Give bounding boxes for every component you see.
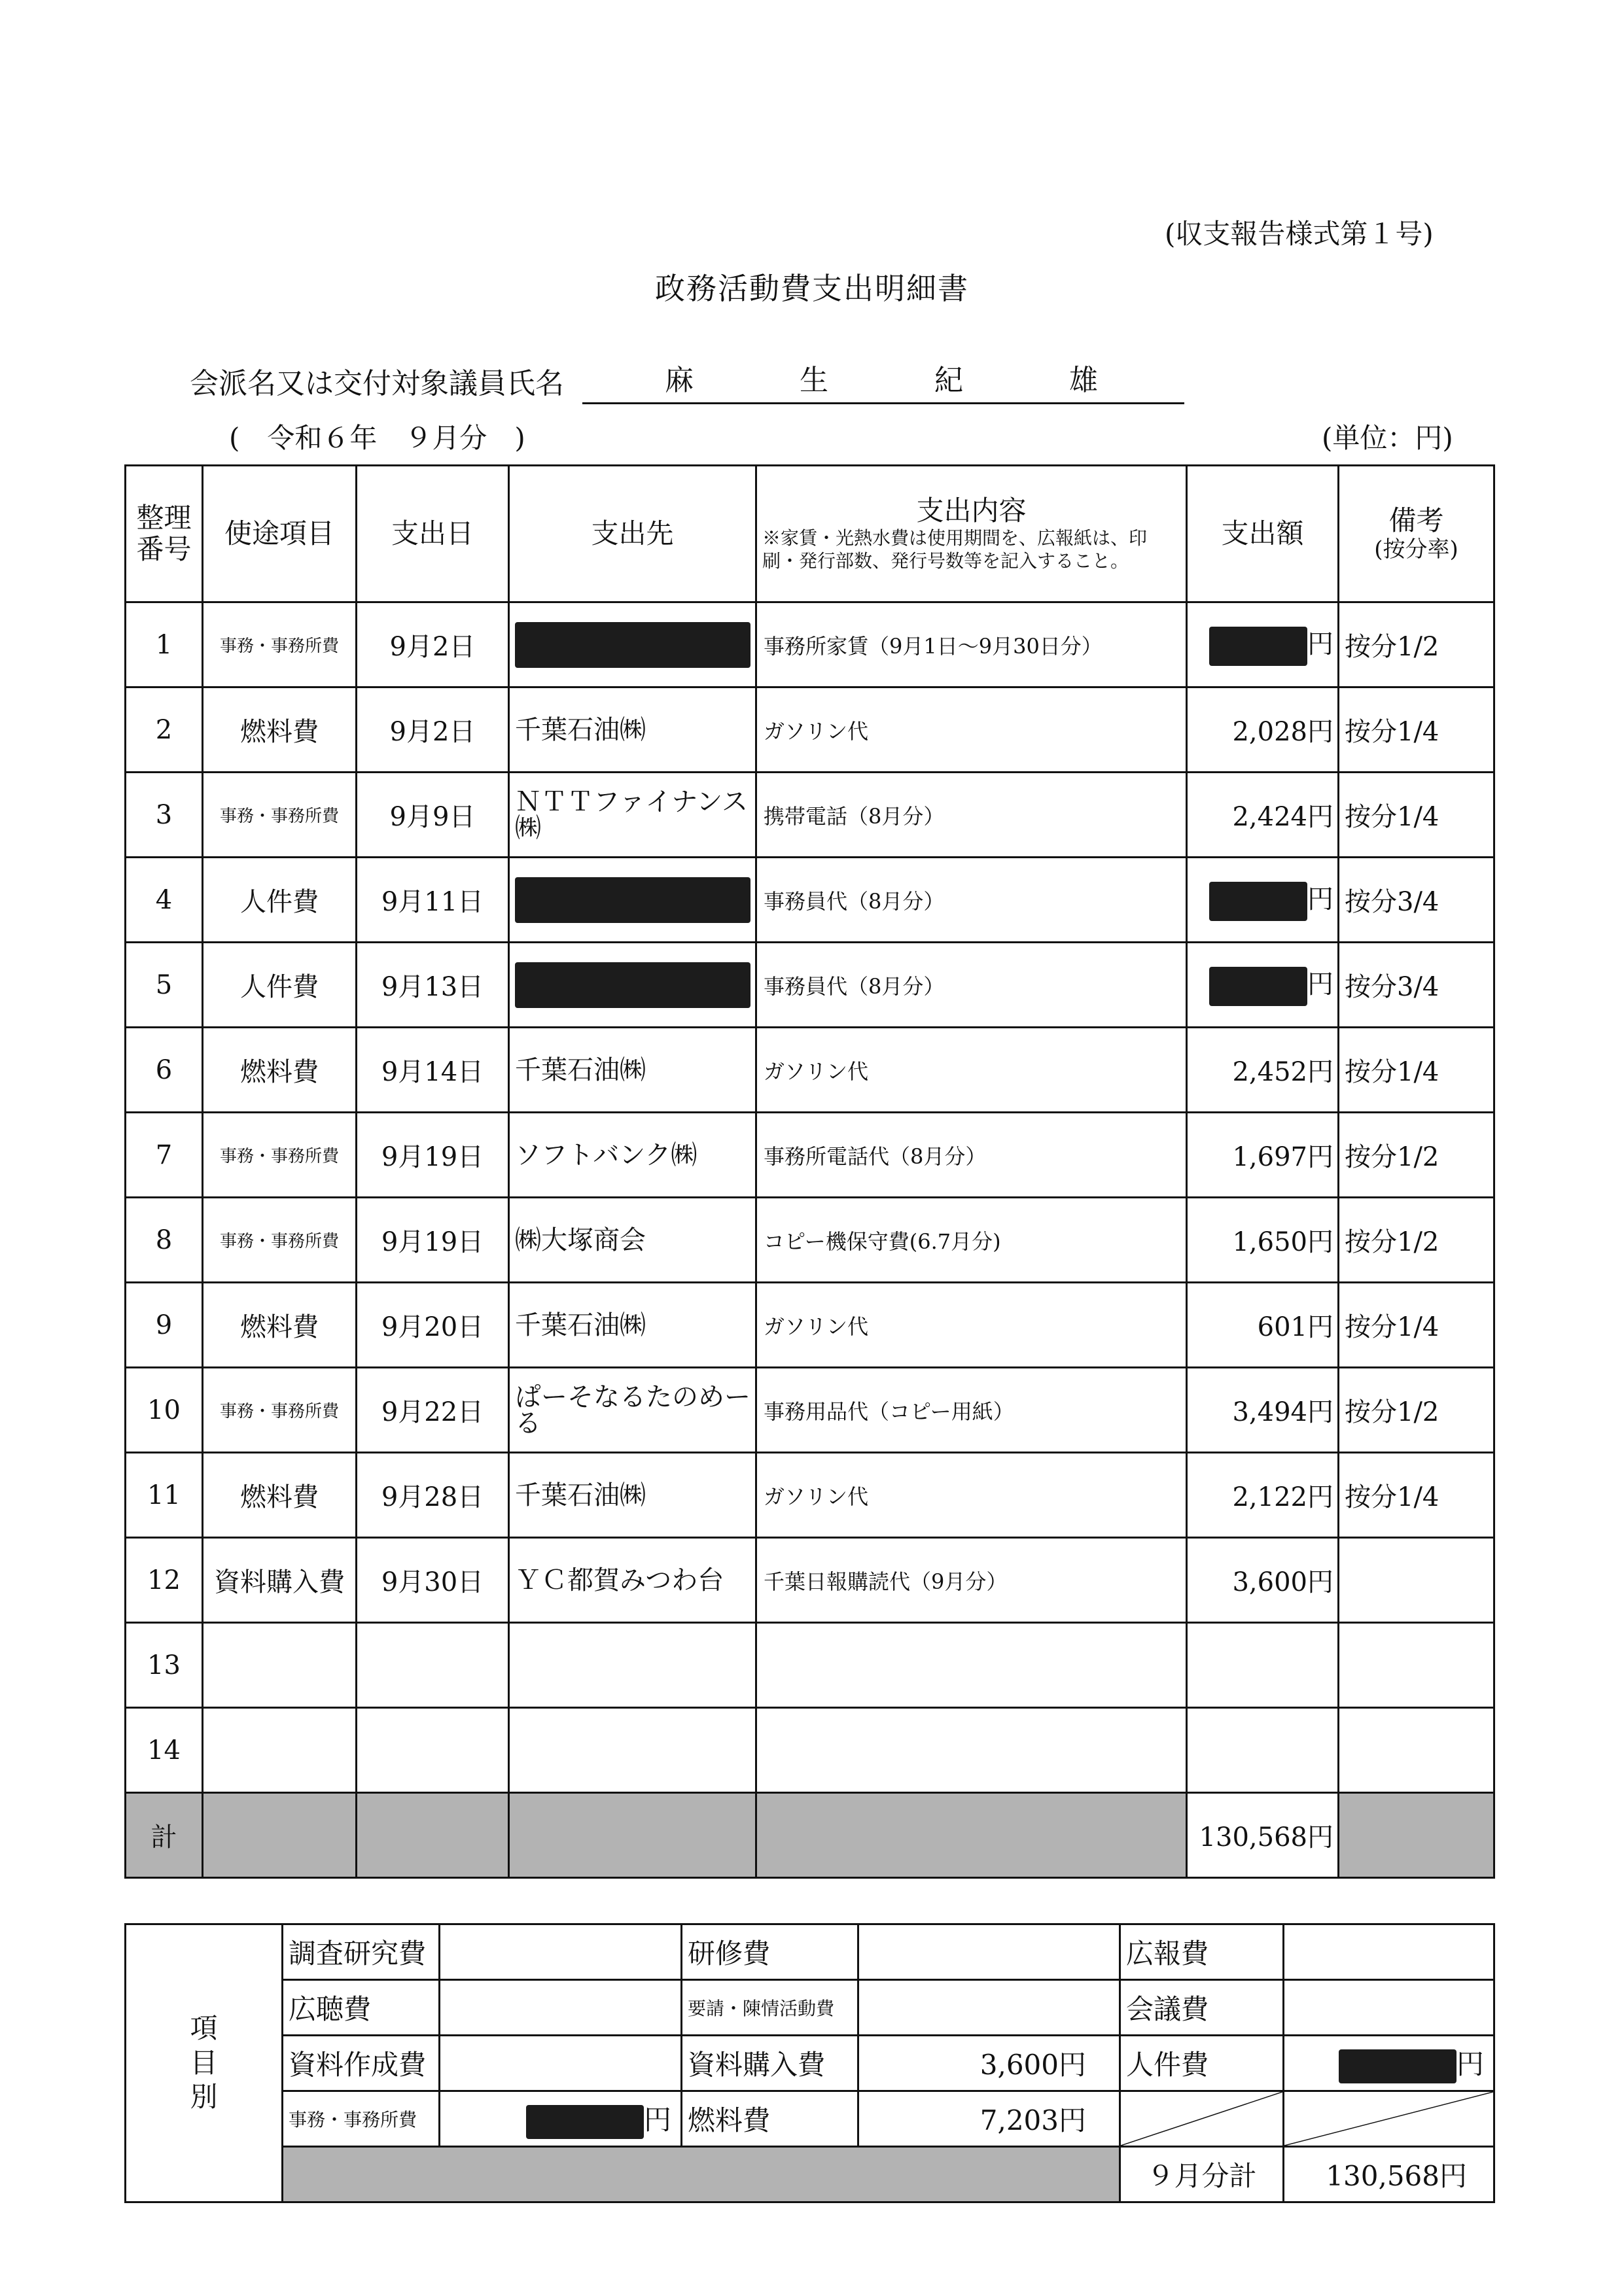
row-date: 9月28日 xyxy=(357,1453,509,1538)
summary-label: 広報費 xyxy=(1120,1924,1284,1980)
form-number: (収支報告様式第１号) xyxy=(1165,218,1434,250)
redaction-block xyxy=(526,2105,644,2139)
row-remarks: 按分1/2 xyxy=(1339,1113,1494,1198)
summary-value xyxy=(858,1924,1120,1980)
table-row xyxy=(126,1623,1494,1708)
header-amount: 支出額 xyxy=(1187,466,1339,602)
table-row xyxy=(126,1198,1494,1283)
redaction-block xyxy=(515,877,750,923)
row-number: 12 xyxy=(126,1538,203,1623)
row-content: ガソリン代 xyxy=(756,1028,1187,1113)
row-category: 燃料費 xyxy=(203,1283,357,1368)
name-char: 紀 xyxy=(934,364,967,397)
table-row xyxy=(126,687,1494,773)
table-row xyxy=(126,602,1494,687)
row-remarks: 按分1/4 xyxy=(1339,1283,1494,1368)
header-remarks: 備考 (按分率) xyxy=(1339,466,1494,602)
row-payee xyxy=(509,602,756,687)
row-content: ガソリン代 xyxy=(756,687,1187,773)
empty-slashed-cell xyxy=(1284,2091,1494,2147)
row-category: 事務・事務所費 xyxy=(203,773,357,858)
row-amount: 1,650円 xyxy=(1187,1198,1339,1283)
row-amount: 円 xyxy=(1187,602,1339,687)
header-category: 使途項目 xyxy=(203,466,357,602)
row-category: 事務・事務所費 xyxy=(203,1113,357,1198)
row-category: 燃料費 xyxy=(203,687,357,773)
row-category xyxy=(203,1708,357,1793)
row-content: ガソリン代 xyxy=(756,1453,1187,1538)
row-payee: ソフトバンク㈱ xyxy=(509,1113,756,1198)
summary-value: 3,600円 xyxy=(858,2036,1120,2091)
empty-slashed-cell xyxy=(1120,2091,1284,2147)
month-total-label: ９月分計 xyxy=(1120,2147,1284,2202)
row-payee: 千葉石油㈱ xyxy=(509,687,756,773)
summary-value xyxy=(440,2036,682,2091)
row-date: 9月9日 xyxy=(357,773,509,858)
table-row xyxy=(126,1368,1494,1453)
table-header-row xyxy=(126,466,1494,602)
summary-label: 資料購入費 xyxy=(682,2036,858,2091)
row-date xyxy=(357,1708,509,1793)
row-category: 資料購入費 xyxy=(203,1538,357,1623)
row-category: 事務・事務所費 xyxy=(203,602,357,687)
row-number: 10 xyxy=(126,1368,203,1453)
row-number: 8 xyxy=(126,1198,203,1283)
summary-row xyxy=(126,1924,1494,1980)
summary-label: 調査研究費 xyxy=(283,1924,440,1980)
row-category: 燃料費 xyxy=(203,1028,357,1113)
row-remarks: 按分1/4 xyxy=(1339,1028,1494,1113)
row-remarks: 按分1/4 xyxy=(1339,1453,1494,1538)
row-payee xyxy=(509,943,756,1028)
summary-row xyxy=(126,1980,1494,2036)
row-number: 3 xyxy=(126,773,203,858)
month-total-value: 130,568円 xyxy=(1284,2147,1494,2202)
redaction-block xyxy=(515,622,750,668)
row-date: 9月11日 xyxy=(357,858,509,943)
row-content: 事務員代（8月分） xyxy=(756,858,1187,943)
row-content xyxy=(756,1708,1187,1793)
name-char: 麻 xyxy=(665,364,697,397)
row-amount xyxy=(1187,1623,1339,1708)
row-payee xyxy=(509,1708,756,1793)
summary-value: 7,203円 xyxy=(858,2091,1120,2147)
row-content: 事務用品代（コピー用紙） xyxy=(756,1368,1187,1453)
header-date: 支出日 xyxy=(357,466,509,602)
table-row xyxy=(126,1028,1494,1113)
summary-label: 広聴費 xyxy=(283,1980,440,2036)
row-date: 9月20日 xyxy=(357,1283,509,1368)
row-category xyxy=(203,1623,357,1708)
row-number: 6 xyxy=(126,1028,203,1113)
table-row xyxy=(126,943,1494,1028)
table-row xyxy=(126,1708,1494,1793)
row-number: 11 xyxy=(126,1453,203,1538)
summary-row xyxy=(126,2036,1494,2091)
row-remarks: 按分1/2 xyxy=(1339,602,1494,687)
row-content: 事務員代（8月分） xyxy=(756,943,1187,1028)
row-amount: 円 xyxy=(1187,858,1339,943)
row-amount xyxy=(1187,1708,1339,1793)
table-row xyxy=(126,1113,1494,1198)
document-title: 政務活動費支出明細書 xyxy=(655,271,969,306)
redaction-block xyxy=(515,962,750,1008)
row-payee: ＹＣ都賀みつわ台 xyxy=(509,1538,756,1623)
row-date: 9月2日 xyxy=(357,687,509,773)
row-number: 2 xyxy=(126,687,203,773)
summary-value xyxy=(1284,1980,1494,2036)
row-remarks: 按分3/4 xyxy=(1339,858,1494,943)
redaction-block xyxy=(1339,2049,1456,2083)
row-number: 13 xyxy=(126,1623,203,1708)
row-payee: ぱーそなるたのめーる xyxy=(509,1368,756,1453)
row-remarks: 按分3/4 xyxy=(1339,943,1494,1028)
member-name xyxy=(582,357,1184,404)
table-row xyxy=(126,773,1494,858)
row-content: コピー機保守費(6.7月分) xyxy=(756,1198,1187,1283)
row-payee: 千葉石油㈱ xyxy=(509,1453,756,1538)
row-content: 事務所家賃（9月1日〜9月30日分） xyxy=(756,602,1187,687)
row-date: 9月30日 xyxy=(357,1538,509,1623)
total-row xyxy=(126,1793,1494,1878)
row-amount: 2,452円 xyxy=(1187,1028,1339,1113)
unit-label: (単位：円) xyxy=(1322,422,1453,454)
row-date: 9月13日 xyxy=(357,943,509,1028)
report-period: ( 令和６年 ９月分 ) xyxy=(229,422,525,454)
row-number: 7 xyxy=(126,1113,203,1198)
summary-label: 研修費 xyxy=(682,1924,858,1980)
expense-table xyxy=(124,464,1495,1879)
row-remarks xyxy=(1339,1708,1494,1793)
row-remarks: 按分1/2 xyxy=(1339,1368,1494,1453)
row-amount: 3,494円 xyxy=(1187,1368,1339,1453)
row-number: 9 xyxy=(126,1283,203,1368)
row-number: 1 xyxy=(126,602,203,687)
summary-value-personnel: 円 xyxy=(1284,2036,1494,2091)
row-amount: 円 xyxy=(1187,943,1339,1028)
name-char: 生 xyxy=(800,364,832,397)
summary-label: 会議費 xyxy=(1120,1980,1284,2036)
table-row xyxy=(126,1538,1494,1623)
row-amount: 1,697円 xyxy=(1187,1113,1339,1198)
row-payee: ＮＴＴファイナンス㈱ xyxy=(509,773,756,858)
row-remarks xyxy=(1339,1623,1494,1708)
row-amount: 2,424円 xyxy=(1187,773,1339,858)
row-category: 人件費 xyxy=(203,943,357,1028)
summary-value xyxy=(858,1980,1120,2036)
total-label: 計 xyxy=(126,1793,203,1878)
row-amount: 601円 xyxy=(1187,1283,1339,1368)
row-payee xyxy=(509,1623,756,1708)
row-content: 事務所電話代（8月分） xyxy=(756,1113,1187,1198)
row-payee: ㈱大塚商会 xyxy=(509,1198,756,1283)
row-category: 事務・事務所費 xyxy=(203,1198,357,1283)
row-date: 9月2日 xyxy=(357,602,509,687)
row-amount: 2,122円 xyxy=(1187,1453,1339,1538)
summary-label: 資料作成費 xyxy=(283,2036,440,2091)
summary-value xyxy=(440,1924,682,1980)
row-number: 5 xyxy=(126,943,203,1028)
row-remarks: 按分1/4 xyxy=(1339,687,1494,773)
header-content xyxy=(756,466,1187,602)
summary-label: 事務・事務所費 xyxy=(283,2091,440,2147)
row-date: 9月22日 xyxy=(357,1368,509,1453)
summary-row xyxy=(126,2091,1494,2147)
header-content-title: 支出内容 xyxy=(916,494,1027,527)
row-amount: 2,028円 xyxy=(1187,687,1339,773)
row-content: 千葉日報購読代（9月分） xyxy=(756,1538,1187,1623)
redaction-block xyxy=(1209,967,1307,1006)
row-remarks: 按分1/2 xyxy=(1339,1198,1494,1283)
row-date: 9月14日 xyxy=(357,1028,509,1113)
summary-total-row xyxy=(126,2147,1494,2202)
row-number: 14 xyxy=(126,1708,203,1793)
row-remarks: 按分1/4 xyxy=(1339,773,1494,858)
row-payee: 千葉石油㈱ xyxy=(509,1028,756,1113)
row-number: 4 xyxy=(126,858,203,943)
header-no: 整理番号 xyxy=(126,466,203,602)
table-row xyxy=(126,1453,1494,1538)
row-remarks xyxy=(1339,1538,1494,1623)
summary-label: 燃料費 xyxy=(682,2091,858,2147)
redaction-block xyxy=(1209,882,1307,921)
row-category: 燃料費 xyxy=(203,1453,357,1538)
name-label: 会派名又は交付対象議員氏名 xyxy=(190,367,564,400)
summary-value-office: 円 xyxy=(440,2091,682,2147)
category-summary-table xyxy=(124,1923,1495,2203)
row-content: 携帯電話（8月分） xyxy=(756,773,1187,858)
redaction-block xyxy=(1209,627,1307,666)
row-date: 9月19日 xyxy=(357,1113,509,1198)
summary-value xyxy=(1284,1924,1494,1980)
row-payee: 千葉石油㈱ xyxy=(509,1283,756,1368)
row-amount: 3,600円 xyxy=(1187,1538,1339,1623)
summary-side-label: 項目別 xyxy=(126,1924,283,2202)
summary-label: 要請・陳情活動費 xyxy=(682,1980,858,2036)
row-payee xyxy=(509,858,756,943)
summary-label: 人件費 xyxy=(1120,2036,1284,2091)
row-category: 事務・事務所費 xyxy=(203,1368,357,1453)
header-payee: 支出先 xyxy=(509,466,756,602)
row-date xyxy=(357,1623,509,1708)
table-row xyxy=(126,858,1494,943)
row-category: 人件費 xyxy=(203,858,357,943)
name-char: 雄 xyxy=(1069,364,1102,397)
row-content xyxy=(756,1623,1187,1708)
header-content-note: ※家賃・光熱水費は使用期間を、広報紙は、印刷・発行部数、発行号数等を記入すること。 xyxy=(762,527,1148,572)
summary-value xyxy=(440,1980,682,2036)
table-row xyxy=(126,1283,1494,1368)
row-content: ガソリン代 xyxy=(756,1283,1187,1368)
total-amount: 130,568円 xyxy=(1187,1793,1339,1878)
row-date: 9月19日 xyxy=(357,1198,509,1283)
